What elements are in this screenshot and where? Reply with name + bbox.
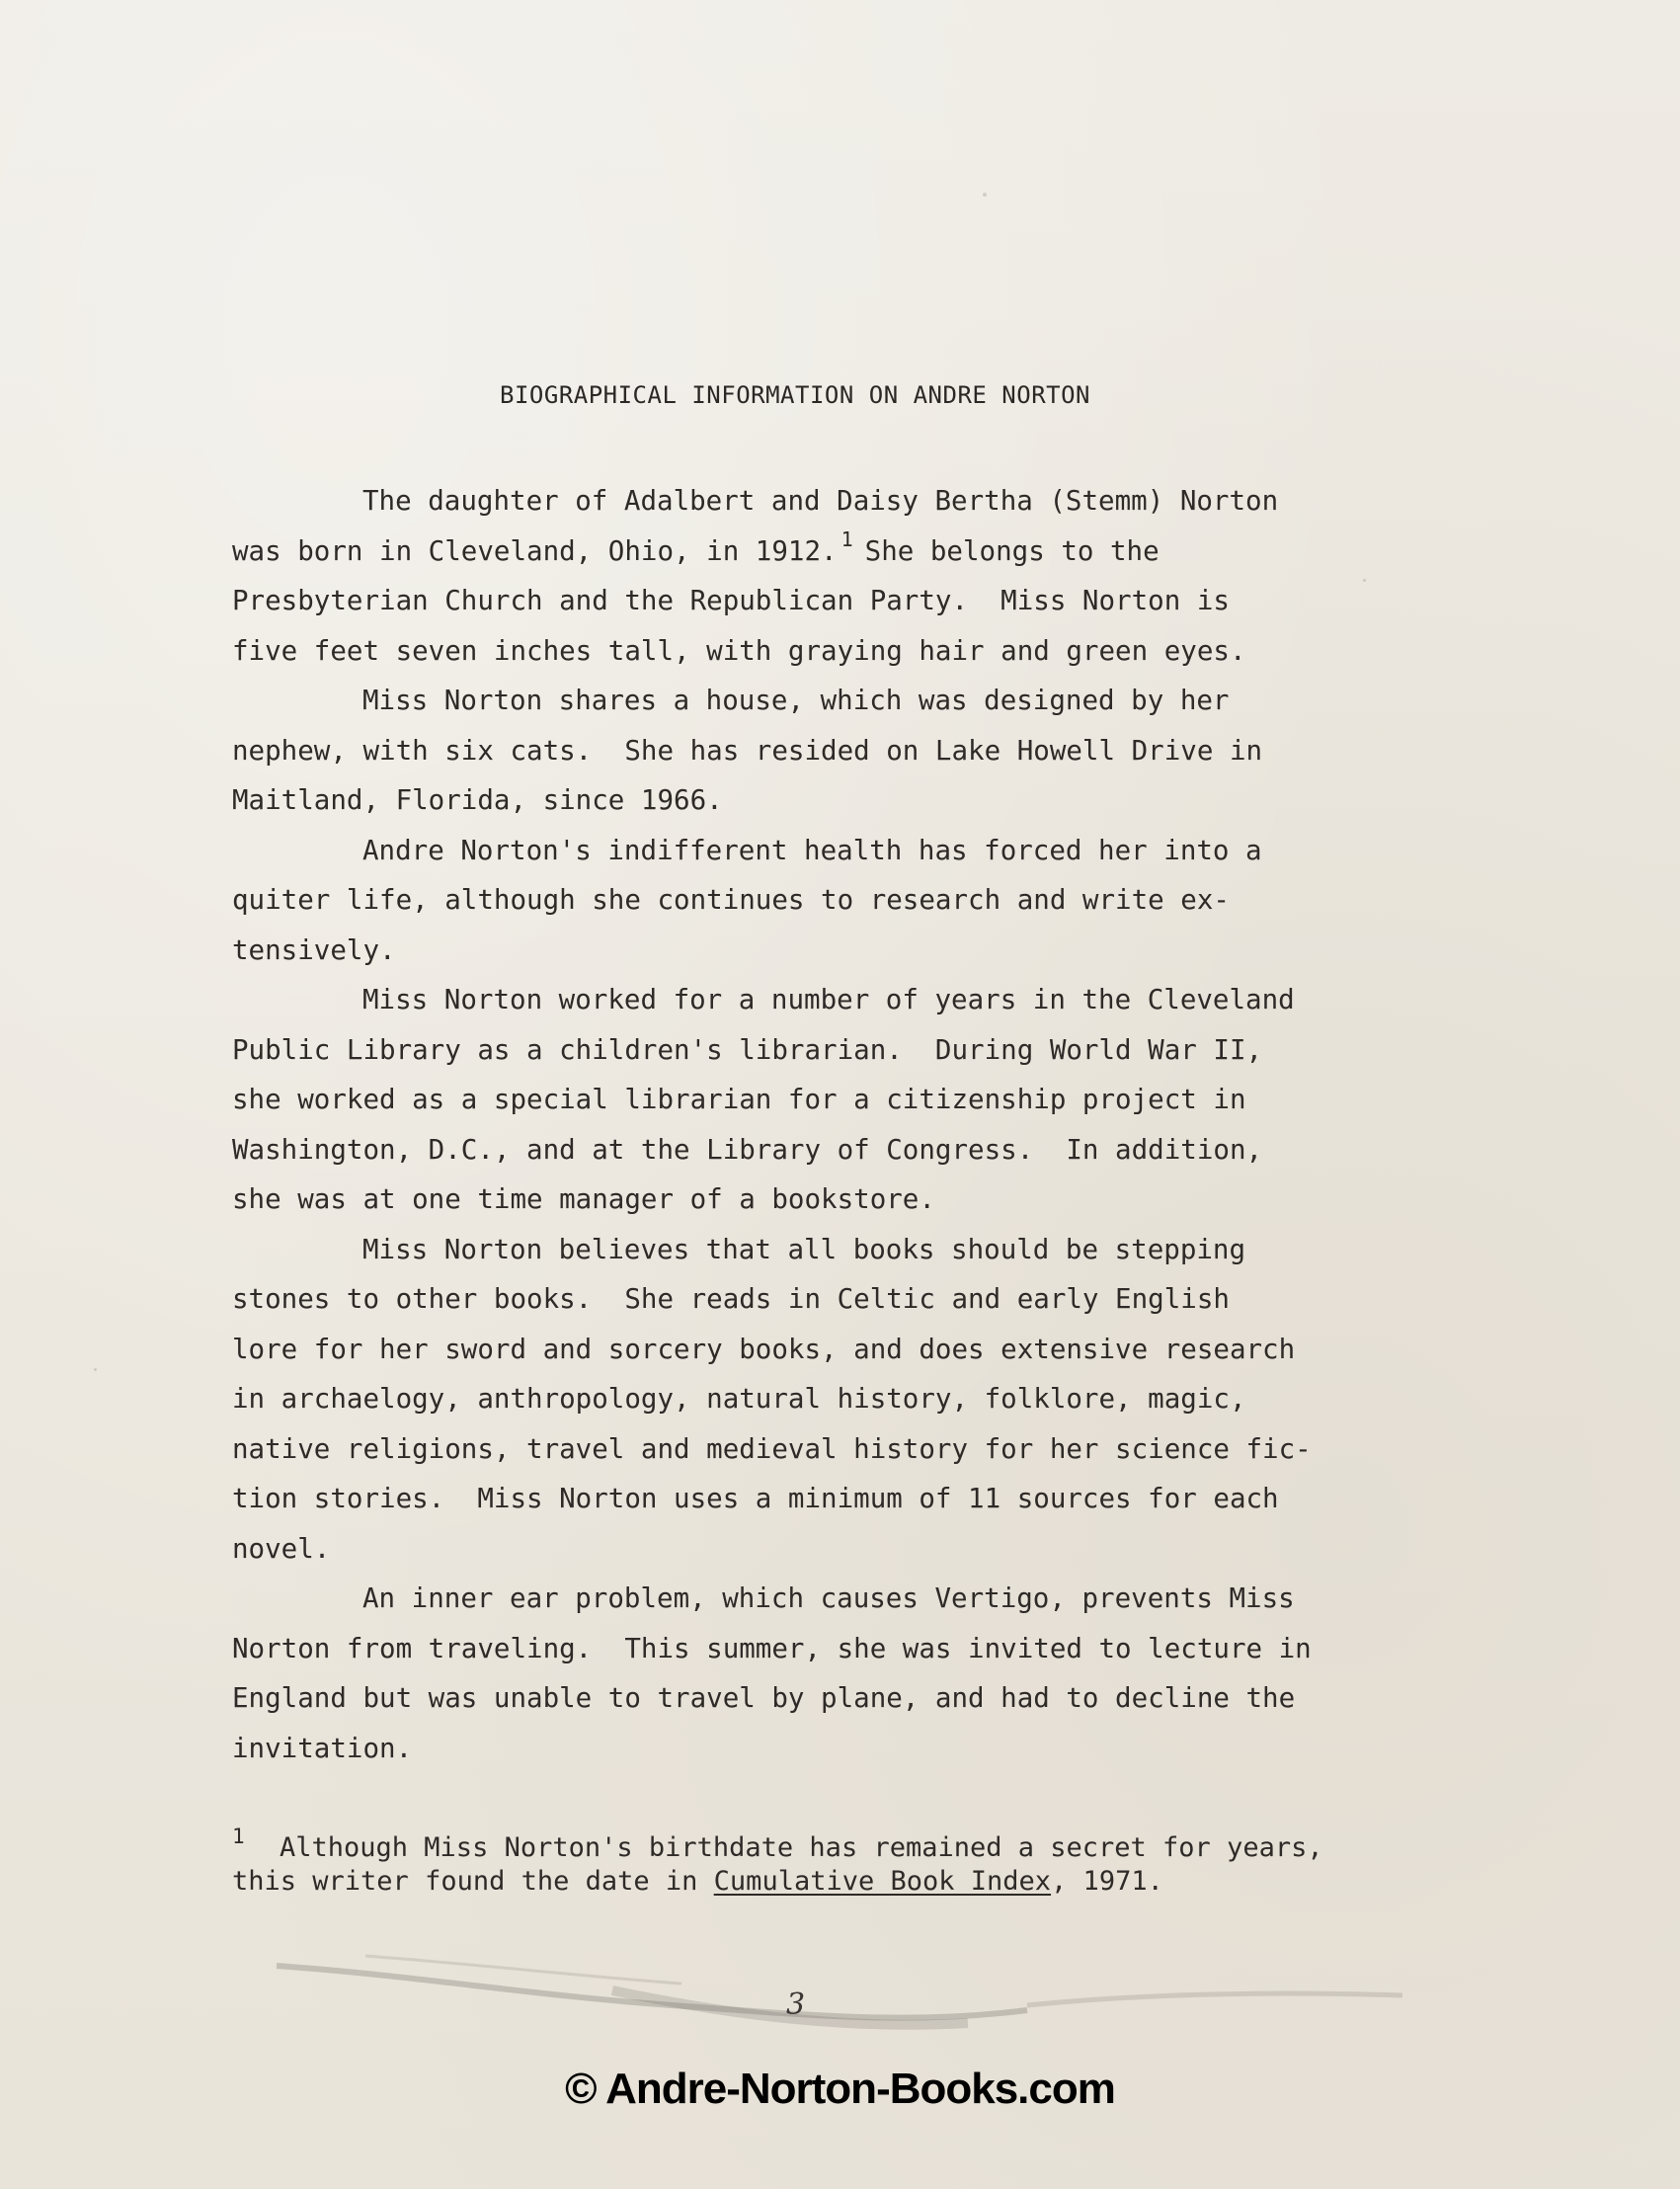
text-line: An inner ear problem, which causes Vertigo, prevents Miss — [362, 1582, 1295, 1614]
footnote-reference: 1 — [840, 527, 853, 551]
text-line: Miss Norton shares a house, which was designed by her — [362, 685, 1230, 716]
footnote-text: this writer found the date in — [232, 1866, 714, 1897]
text-line: Miss Norton worked for a number of years in the Cleveland — [362, 984, 1295, 1015]
smudge-mark — [217, 1936, 1452, 2055]
document-body — [232, 476, 1338, 1773]
paragraph-career — [232, 975, 1338, 1225]
copyright-watermark: © Andre-Norton-Books.com — [565, 2065, 1115, 2113]
text-line: nephew, with six cats. She has resided on Lake Howell Drive in — [232, 734, 1263, 767]
page-number: 3 — [786, 1987, 806, 2022]
paragraph-research — [232, 1225, 1338, 1575]
paper-speck — [1363, 579, 1366, 582]
paper-speck — [94, 1368, 97, 1371]
text-line: novel. — [232, 1532, 331, 1565]
footnote — [232, 1824, 1417, 1899]
footnote-line — [232, 1865, 1417, 1899]
text-line: she worked as a special librarian for a citizenship project in — [232, 1084, 1246, 1115]
paragraph-travel — [232, 1574, 1338, 1773]
text-line: invitation. — [232, 1732, 413, 1764]
text-line: tensively. — [232, 933, 396, 966]
text-line: Norton from traveling. This summer, she was invited to lecture in — [232, 1632, 1312, 1664]
text-line: quiter life, although she continues to research and write ex- — [232, 884, 1230, 916]
cited-book-title: Cumulative Book Index — [713, 1866, 1052, 1897]
text-line — [232, 527, 1338, 577]
text-line: native religions, travel and medieval history for her science fic- — [232, 1432, 1312, 1465]
footnote-line: Although Miss Norton's birthdate has remained a secret for years, — [280, 1832, 1323, 1863]
text-line: Andre Norton's indifferent health has forced her into a — [362, 834, 1262, 866]
footnote-mark: 1 — [232, 1824, 245, 1848]
text-line: Maitland, Florida, since 1966. — [232, 784, 723, 816]
text-line: England but was unable to travel by plane, and had to decline the — [232, 1682, 1296, 1714]
paragraph-parentage — [232, 476, 1338, 676]
text-fragment: She belongs to the — [864, 534, 1160, 567]
text-line: Miss Norton believes that all books should be stepping — [362, 1233, 1246, 1265]
text-line: in archaelogy, anthropology, natural history, folklore, magic, — [232, 1383, 1246, 1415]
text-line: Washington, D.C., and at the Library of Congress. In addition, — [232, 1133, 1263, 1166]
text-line: The daughter of Adalbert and Daisy Bertha (Stemm) Norton — [362, 485, 1279, 517]
text-line: she was at one time manager of a bookstore. — [232, 1183, 935, 1215]
footnote-text: , 1971. — [1051, 1866, 1163, 1897]
text-line: lore for her sword and sorcery books, and does extensive research — [232, 1333, 1296, 1365]
text-line: Public Library as a children's librarian. During World War II, — [232, 1033, 1263, 1066]
text-line: five feet seven inches tall, with graying hair and green eyes. — [232, 634, 1246, 667]
paper-speck — [983, 193, 987, 197]
text-line: Presbyterian Church and the Republican Party. Miss Norton is — [232, 585, 1230, 616]
paragraph-residence — [232, 676, 1338, 826]
text-line: tion stories. Miss Norton uses a minimum of 11 sources for each — [232, 1483, 1279, 1514]
text-fragment: was born in Cleveland, Ohio, in 1912. — [232, 534, 838, 567]
paragraph-health — [232, 826, 1338, 976]
text-line: stones to other books. She reads in Celtic and early English — [232, 1283, 1230, 1315]
document-title: BIOGRAPHICAL INFORMATION ON ANDRE NORTON — [500, 381, 1090, 409]
